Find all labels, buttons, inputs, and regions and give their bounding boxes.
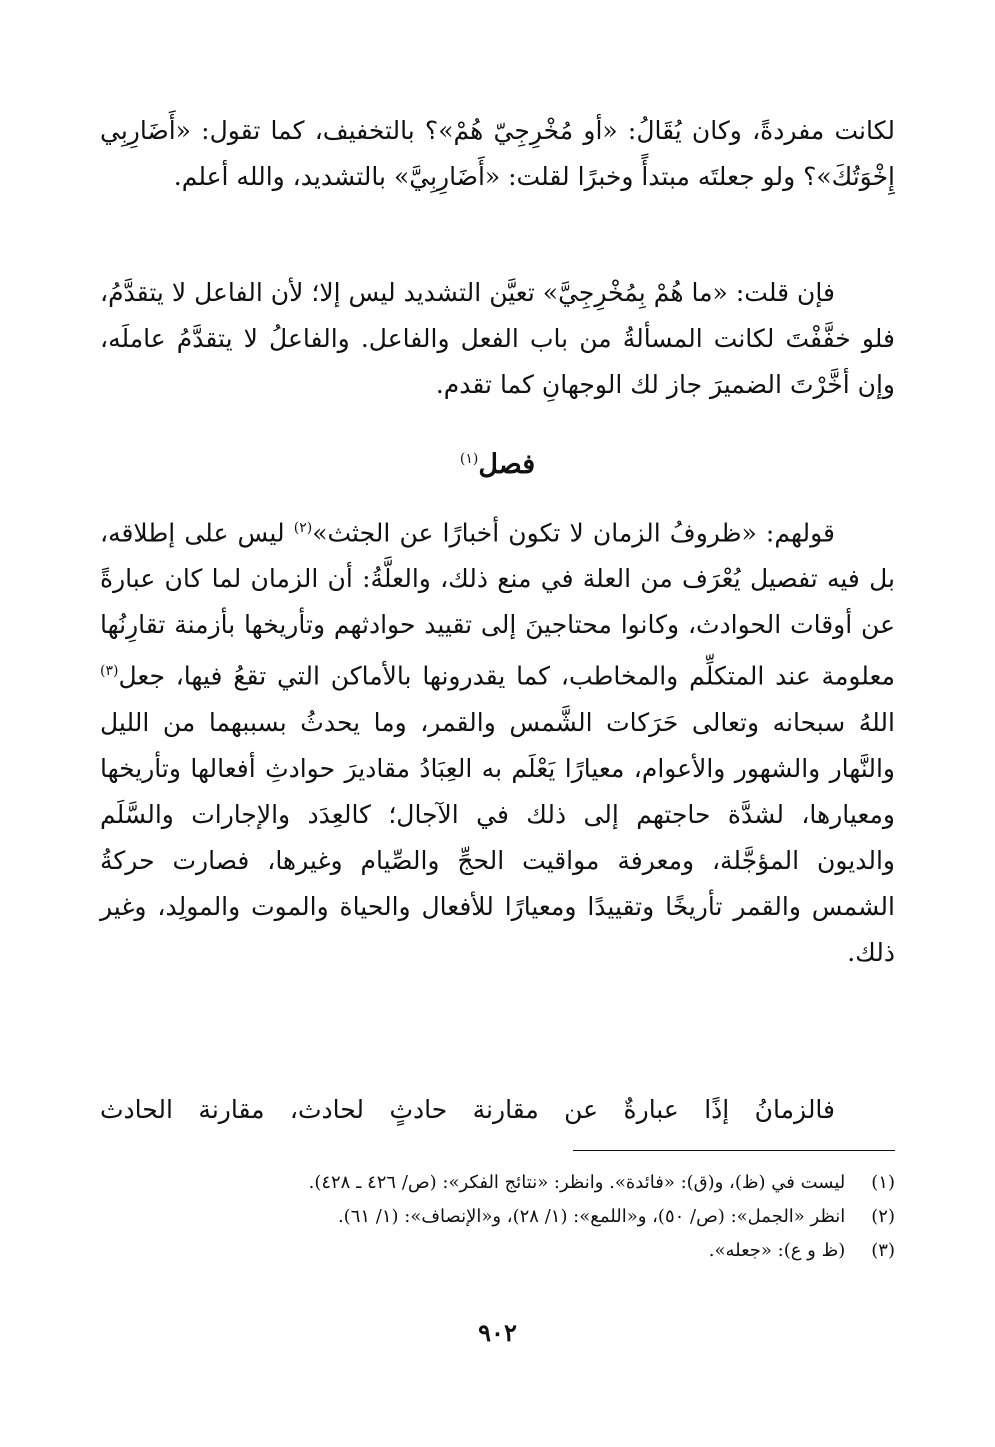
footnote-text: ليست في (ظ)، و(ق): «فائدة». وانظر: «نتائج الفكر»: (ص/ ٤٢٦ ـ ٤٢٨). [308, 1172, 846, 1193]
paragraph-4 [100, 1087, 895, 1133]
footnote-ref-3: (٣) [100, 663, 119, 680]
paragraph-3 [100, 505, 895, 976]
paragraph-2 [100, 270, 895, 408]
section-heading [0, 436, 995, 488]
footnote-number: (٢) [871, 1206, 895, 1227]
paragraph-3-text-a: قولهم: «ظروفُ الزمان لا تكون أخبارًا عن الجثث» [312, 518, 835, 548]
footnote-3 [100, 1234, 895, 1268]
footnote-text: (ظ و ع): «جعله». [708, 1240, 846, 1261]
footnote-number: (٣) [871, 1240, 895, 1261]
paragraph-3-text-b: ليس على إطلاقه، بل فيه تفصيل يُعْرَف من العلة في منع ذلك، والعلَّةُ: أن الزمان لما كان عبارةً عن أوقات الحوادث، وكانوا محتاجينَ إلى تقييد حوادثهم وتأريخها بأزمنة تقارِنُها معلومة عند المتكلِّم والمخاطب، كما يقدرونها بالأماكن التي تقعُ فيها، جعل [100, 518, 895, 691]
paragraph-1 [100, 108, 895, 200]
footnotes [100, 1166, 895, 1268]
footnote-2 [100, 1200, 895, 1234]
page-number: ٩٠٢ [478, 1318, 517, 1347]
footnote-ref-2: (٢) [293, 520, 313, 536]
paragraph-1-text: لكانت مفردةً، وكان يُقَالُ: «أو مُخْرِجِيّ هُمْ»؟ بالتخفيف، كما تقول: «أَضَارِبِي إِخْوَتُكَ»؟ ولو جعلتَه مبتدأً وخبرًا لقلت: «أَضَارِبِيَّ» بالتشديد، والله أعلم. [100, 116, 895, 191]
section-heading-text: فصل [478, 449, 536, 480]
paragraph-4-text: فالزمانُ إذًا عبارةٌ عن مقارنة حادثٍ لحادث، مقارنة الحادث [100, 1095, 835, 1124]
footnote-1 [100, 1166, 895, 1200]
paragraph-2-text: فإن قلت: «ما هُمْ بِمُخْرِجِيَّ» تعيَّن التشديد ليس إلا؛ لأن الفاعل لا يتقدَّمُ، فلو خفَّفْتَ لكانت المسألةُ من باب الفعل والفاعل. والفاعلُ لا يتقدَّمُ عاملَه، وإن أخَّرْتَ الضميرَ جاز لك الوجهانِ كما تقدم. [100, 278, 895, 399]
paragraph-3-text-c: اللهُ سبحانه وتعالى حَرَكات الشَّمس والقمر، وما يحدثُ بسببهما من الليل والنَّهار والشهور والأعوام، معيارًا يَعْلَم به العِبَادُ مقاديرَ حوادثِ أفعالها وتأريخها ومعيارها، لشدَّة حاجتهم إلى ذلك في الآجال؛ كالعِدَد والإجارات والسَّلَم والديون المؤجَّلة، ومعرفة مواقيت الحجِّ والصِّيام وغيرها، فصارت حركةُ الشمس والقمر تأريخًا وتقييدًا ومعيارًا للأفعال والحياة والموت والمولِد، وغير ذلك. [100, 707, 895, 967]
footnote-text: انظر «الجمل»: (ص/ ٥٠)، و«اللمع»: (١/ ٢٨)، و«الإنصاف»: (١/ ٦١). [337, 1206, 846, 1227]
footnote-divider [573, 1150, 895, 1151]
footnote-number: (١) [871, 1172, 895, 1193]
footnote-ref-1: (١) [459, 451, 479, 467]
